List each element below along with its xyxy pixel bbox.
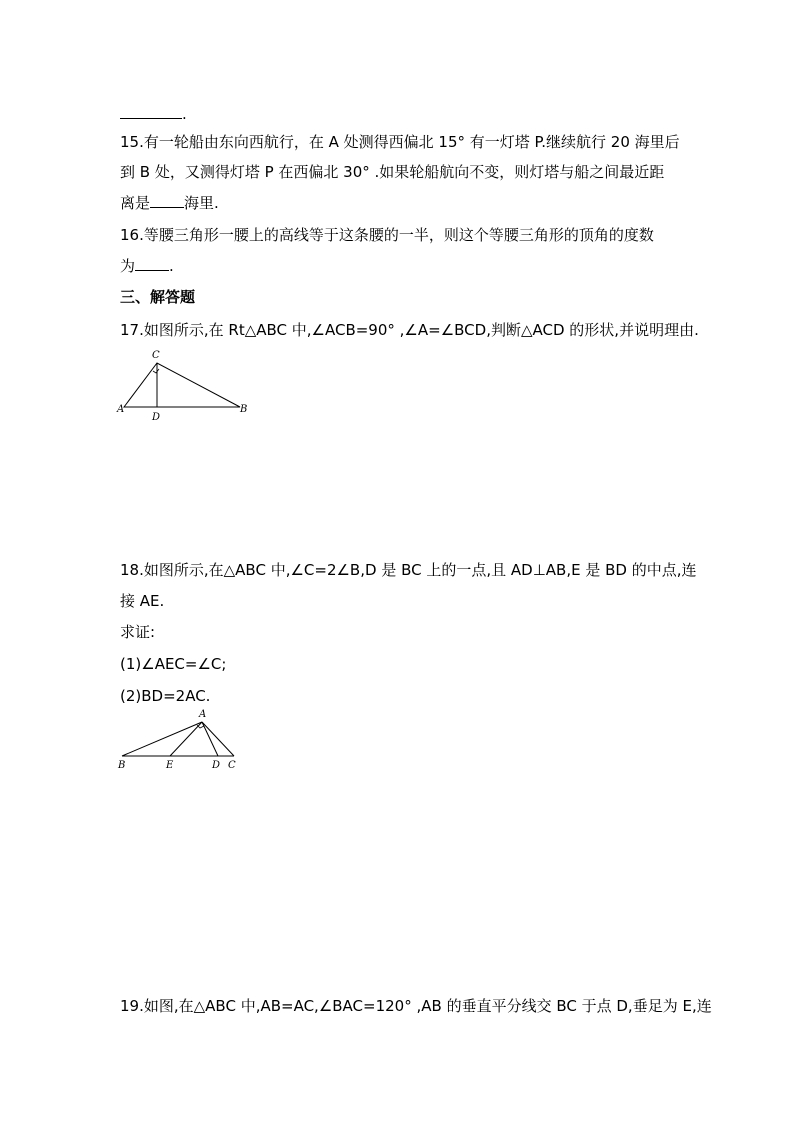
q16-line2	[120, 256, 174, 276]
q19-line1: 19.如图,在△ABC 中,AB=AC,∠BAC=120° ,AB 的垂直平分线交 BC 于点 D,垂足为 E,连	[120, 997, 712, 1015]
q18-part1: (1)∠AEC=∠C;	[120, 655, 227, 673]
answer-blank-q14	[120, 104, 187, 124]
right-angle-mark	[197, 725, 204, 728]
label-d: D	[212, 760, 221, 771]
q16-answer-blank	[135, 256, 169, 271]
label-e: E	[166, 760, 174, 771]
right-angle-mark	[153, 369, 159, 373]
label-b: B	[240, 404, 248, 415]
label-d: D	[152, 412, 161, 423]
q17-text: 17.如图所示,在 Rt△ABC 中,∠ACB=90° ,∠A=∠BCD,判断△ACD 的形状,并说明理由.	[120, 321, 699, 339]
q15-line1: 15.有一轮船由东向西航行，在 A 处测得西偏北 15° 有一灯塔 P.继续航行 20 海里后	[120, 133, 680, 151]
section-title: 三、解答题	[120, 288, 196, 306]
q16-line2-prefix: 为	[120, 257, 136, 275]
label-c: C	[228, 760, 236, 771]
label-a: A	[199, 709, 207, 720]
q18-line2: 接 AE.	[120, 592, 165, 610]
q15-line3	[120, 193, 219, 213]
label-b: B	[118, 760, 126, 771]
q15-line2: 到 B 处，又测得灯塔 P 在西偏北 30° .如果轮船航向不变，则灯塔与船之间最近距	[120, 163, 665, 181]
q17-figure	[112, 344, 262, 426]
segment-ac	[202, 722, 234, 756]
q18-line1: 18.如图所示,在△ABC 中,∠C=2∠B,D 是 BC 上的一点,且 AD⊥AB,E 是 BD 的中点,连	[120, 561, 697, 579]
q15-line3-prefix: 离是	[120, 194, 151, 212]
q16-line1: 16.等腰三角形一腰上的高线等于这条腰的一半，则这个等腰三角形的顶角的度数	[120, 226, 654, 244]
q18-prove: 求证:	[120, 623, 156, 641]
segment-ad	[202, 722, 218, 756]
blank-period: .	[182, 105, 187, 123]
triangle-abc	[124, 363, 240, 407]
q18-figure	[112, 706, 252, 774]
q18-part2: (2)BD=2AC.	[120, 687, 211, 705]
segment-ae	[170, 722, 202, 756]
segment-ab	[122, 722, 202, 756]
label-c: C	[152, 350, 160, 361]
label-a: A	[117, 404, 125, 415]
blank-underline	[120, 104, 182, 119]
q15-line3-suffix: 海里.	[184, 194, 219, 212]
q16-line2-suffix: .	[169, 257, 174, 275]
q15-answer-blank	[150, 193, 184, 208]
